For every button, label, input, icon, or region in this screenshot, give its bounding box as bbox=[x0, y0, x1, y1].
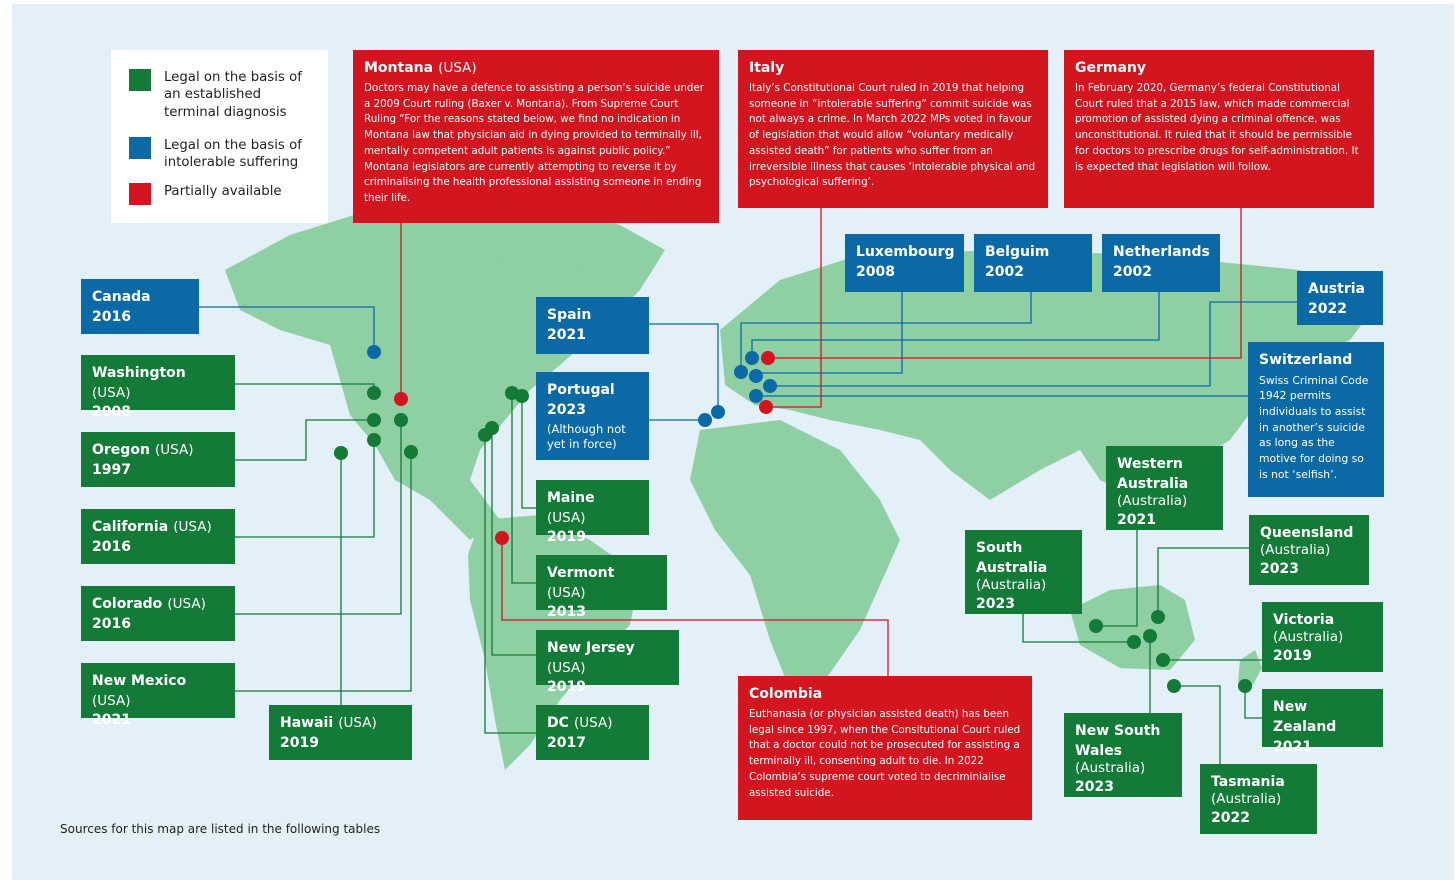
marker-italy bbox=[759, 400, 773, 414]
marker-austria bbox=[763, 379, 777, 393]
place-name: Victoria bbox=[1273, 612, 1335, 628]
label-oregon bbox=[81, 432, 235, 487]
legend-label: Partially available bbox=[164, 184, 282, 199]
legend-swatch-blue bbox=[129, 137, 151, 159]
marker-belgium bbox=[734, 365, 748, 379]
callout-text: Euthanasia (or physician assisted death) has been legal since 1997, when the Consitutional Court ruled that a doctor could not be prosecuted for assisting a terminally ill, consenting adult to die. In 2022 Colombia’s supreme court voted to decriminialise assisted suicide. bbox=[749, 707, 1021, 799]
marker-maine bbox=[515, 389, 529, 403]
place-year: 2016 bbox=[92, 615, 131, 632]
place-year: 2019 bbox=[547, 678, 586, 695]
place-qualifier: (USA) bbox=[338, 715, 377, 731]
place-year: 2002 bbox=[985, 263, 1024, 280]
callout-title: Colombia bbox=[749, 686, 823, 702]
legend-label: Legal on the basis of intolerable suffering bbox=[164, 138, 302, 171]
marker-new-zealand bbox=[1238, 679, 1252, 693]
place-qualifier: (Australia) bbox=[1260, 541, 1331, 558]
place-name: Belguim bbox=[985, 244, 1050, 260]
label-tasmania bbox=[1200, 764, 1317, 834]
legend-item-partial bbox=[129, 183, 314, 205]
place-year: 2023 bbox=[1260, 560, 1299, 577]
place-name: Switzerland bbox=[1259, 352, 1353, 368]
label-austria bbox=[1297, 271, 1383, 325]
label-spain bbox=[536, 297, 649, 354]
place-year: 2021 bbox=[1117, 511, 1156, 528]
place-year: 2022 bbox=[1308, 300, 1347, 317]
place-note: (Although not yet in force) bbox=[547, 421, 626, 452]
marker-california bbox=[367, 433, 381, 447]
label-canada bbox=[81, 279, 199, 334]
label-western-australia bbox=[1106, 446, 1223, 530]
callout-italy bbox=[738, 50, 1048, 208]
place-year: 2021 bbox=[547, 326, 586, 343]
place-qualifier: (Australia) bbox=[1075, 759, 1146, 776]
place-name: Oregon bbox=[92, 442, 150, 458]
callout-montana bbox=[353, 50, 719, 223]
place-year: 1997 bbox=[92, 461, 131, 478]
label-luxembourg bbox=[845, 234, 964, 292]
place-qualifier: (Australia) bbox=[1211, 790, 1282, 807]
marker-new-mexico bbox=[404, 445, 418, 459]
place-year: 2008 bbox=[856, 263, 895, 280]
place-qualifier: (USA) bbox=[92, 384, 131, 401]
place-name: Luxembourg bbox=[856, 244, 955, 260]
callout-colombia bbox=[738, 676, 1032, 820]
place-qualifier: (Australia) bbox=[1117, 492, 1188, 509]
marker-washington bbox=[367, 386, 381, 400]
marker-queensland bbox=[1151, 610, 1165, 624]
place-name: New Zealand bbox=[1273, 699, 1337, 735]
label-new-mexico bbox=[81, 663, 235, 728]
label-dc bbox=[536, 705, 649, 760]
place-qualifier: (USA) bbox=[547, 509, 586, 526]
place-qualifier: (Australia) bbox=[1273, 628, 1344, 645]
africa-shape bbox=[690, 420, 900, 690]
label-washington bbox=[81, 355, 235, 420]
place-year: 2019 bbox=[280, 734, 319, 751]
marker-tasmania bbox=[1167, 679, 1181, 693]
callout-text: Doctors may have a defence to assisting a person’s suicide under a 2009 Court ruling (Baxer v. Montana). From Supreme Court Ruling “For the reasons stated below, we find no indication in Montana law that physician aid in dying provided to terminally ill, mentally competent adult patients is against public policy.” Montana legislators are currently attempting to reverse it by criminalising the health professional assisting someone in ending their life. bbox=[364, 81, 705, 205]
place-name: South Australia bbox=[976, 540, 1048, 576]
place-name: New Mexico bbox=[92, 673, 187, 689]
label-belgium bbox=[974, 234, 1092, 292]
label-new-jersey bbox=[536, 630, 679, 695]
marker-montana bbox=[394, 392, 408, 406]
place-name: DC bbox=[547, 715, 569, 731]
callout-germany bbox=[1064, 50, 1374, 208]
place-name: New South Wales bbox=[1075, 723, 1161, 759]
marker-western-australia bbox=[1089, 619, 1103, 633]
marker-south-australia bbox=[1127, 635, 1141, 649]
marker-luxembourg bbox=[749, 369, 763, 383]
label-california bbox=[81, 509, 235, 564]
place-year: 2023 bbox=[976, 595, 1015, 612]
label-new-zealand bbox=[1262, 689, 1383, 755]
label-portugal bbox=[536, 372, 649, 460]
place-year: 2019 bbox=[1273, 647, 1312, 664]
marker-netherlands bbox=[745, 351, 759, 365]
marker-germany bbox=[761, 351, 775, 365]
place-name: Portugal bbox=[547, 382, 615, 398]
place-year: 2016 bbox=[92, 308, 131, 325]
place-name: California bbox=[92, 519, 169, 535]
place-qualifier: (Australia) bbox=[976, 576, 1047, 593]
marker-colorado bbox=[394, 413, 408, 427]
place-name: Spain bbox=[547, 307, 592, 323]
label-hawaii bbox=[269, 705, 412, 760]
place-qualifier: (USA) bbox=[574, 715, 613, 731]
place-qualifier: (USA) bbox=[155, 442, 194, 458]
sources-note: Sources for this map are listed in the following tables bbox=[60, 822, 381, 836]
place-name: Hawaii bbox=[280, 715, 334, 731]
marker-canada bbox=[367, 345, 381, 359]
callout-text: In February 2020, Germany’s federal Constitutional Court ruled that a 2015 law, which made commercial promotion of assisted dying a criminal offence, was unconstitutional. It ruled that it should be permissible for doctors to prescribe drugs for self-administration. It is expected that legislation will follow. bbox=[1075, 81, 1359, 173]
place-year: 2016 bbox=[92, 538, 131, 555]
legend-item-suffering bbox=[129, 137, 314, 172]
place-qualifier: (USA) bbox=[167, 596, 206, 612]
marker-colombia bbox=[495, 531, 509, 545]
legend-label: Legal on the basis of an established terminal diagnosis bbox=[164, 70, 302, 120]
legend bbox=[111, 50, 328, 223]
place-year: 2019 bbox=[547, 528, 586, 545]
place-name: Colorado bbox=[92, 596, 163, 612]
place-year: 2022 bbox=[1211, 809, 1250, 826]
marker-oregon bbox=[367, 413, 381, 427]
place-name: Tasmania bbox=[1211, 774, 1285, 790]
label-queensland bbox=[1249, 515, 1369, 585]
place-name: Netherlands bbox=[1113, 244, 1210, 260]
callout-title: Germany bbox=[1075, 60, 1147, 76]
legend-swatch-green bbox=[129, 69, 151, 91]
place-name: Austria bbox=[1308, 281, 1365, 297]
place-qualifier: (USA) bbox=[92, 692, 131, 709]
label-maine bbox=[536, 480, 649, 545]
place-description: Swiss Criminal Code 1942 permits individuals to assist in another’s suicide as long as the motive for doing so is not ‘selfish’. bbox=[1259, 373, 1369, 481]
marker-victoria bbox=[1156, 653, 1170, 667]
marker-hawaii bbox=[334, 446, 348, 460]
place-name: Canada bbox=[92, 289, 151, 305]
label-south-australia bbox=[965, 530, 1082, 614]
place-qualifier: (USA) bbox=[173, 519, 212, 535]
place-year: 2021 bbox=[92, 711, 131, 728]
place-year: 2021 bbox=[1273, 738, 1312, 755]
place-qualifier: (USA) bbox=[547, 584, 586, 601]
marker-dc bbox=[478, 428, 492, 442]
place-year: 2002 bbox=[1113, 263, 1152, 280]
callout-title: Italy bbox=[749, 60, 785, 76]
legend-item-terminal bbox=[129, 69, 314, 121]
legend-swatch-red bbox=[129, 183, 151, 205]
place-year: 2023 bbox=[1075, 778, 1114, 795]
label-switzerland bbox=[1248, 342, 1384, 497]
place-name: Western Australia bbox=[1117, 456, 1189, 492]
place-name: Washington bbox=[92, 365, 186, 381]
australia-shape bbox=[1070, 585, 1195, 670]
marker-switzerland bbox=[749, 389, 763, 403]
callout-text: Italy’s Constitutional Court ruled in 2019 that helping someone in “intolerable suffering” commit suicide was not always a crime. In March 2022 MPs voted in favour of legislation that would allow “voluntary medically assisted death” for patients who suffer from an irreversible illness that causes ‘intolerable physical and psychological suffering’. bbox=[749, 81, 1036, 189]
place-name: New Jersey bbox=[547, 640, 635, 656]
label-colorado bbox=[81, 586, 235, 641]
place-year: 2023 bbox=[547, 401, 586, 418]
callout-qualifier: (USA) bbox=[438, 60, 477, 76]
place-year: 2008 bbox=[92, 403, 131, 420]
place-name: Maine bbox=[547, 490, 595, 506]
place-name: Vermont bbox=[547, 565, 615, 581]
label-netherlands bbox=[1102, 234, 1220, 292]
marker-portugal bbox=[698, 413, 712, 427]
place-name: Queensland bbox=[1260, 525, 1354, 541]
place-qualifier: (USA) bbox=[547, 659, 586, 676]
marker-spain bbox=[711, 405, 725, 419]
label-nsw bbox=[1064, 713, 1182, 797]
label-victoria bbox=[1262, 602, 1383, 672]
callout-title: Montana bbox=[364, 60, 434, 76]
place-year: 2013 bbox=[547, 603, 586, 620]
label-vermont bbox=[536, 555, 667, 620]
place-year: 2017 bbox=[547, 734, 586, 751]
marker-nsw bbox=[1143, 629, 1157, 643]
